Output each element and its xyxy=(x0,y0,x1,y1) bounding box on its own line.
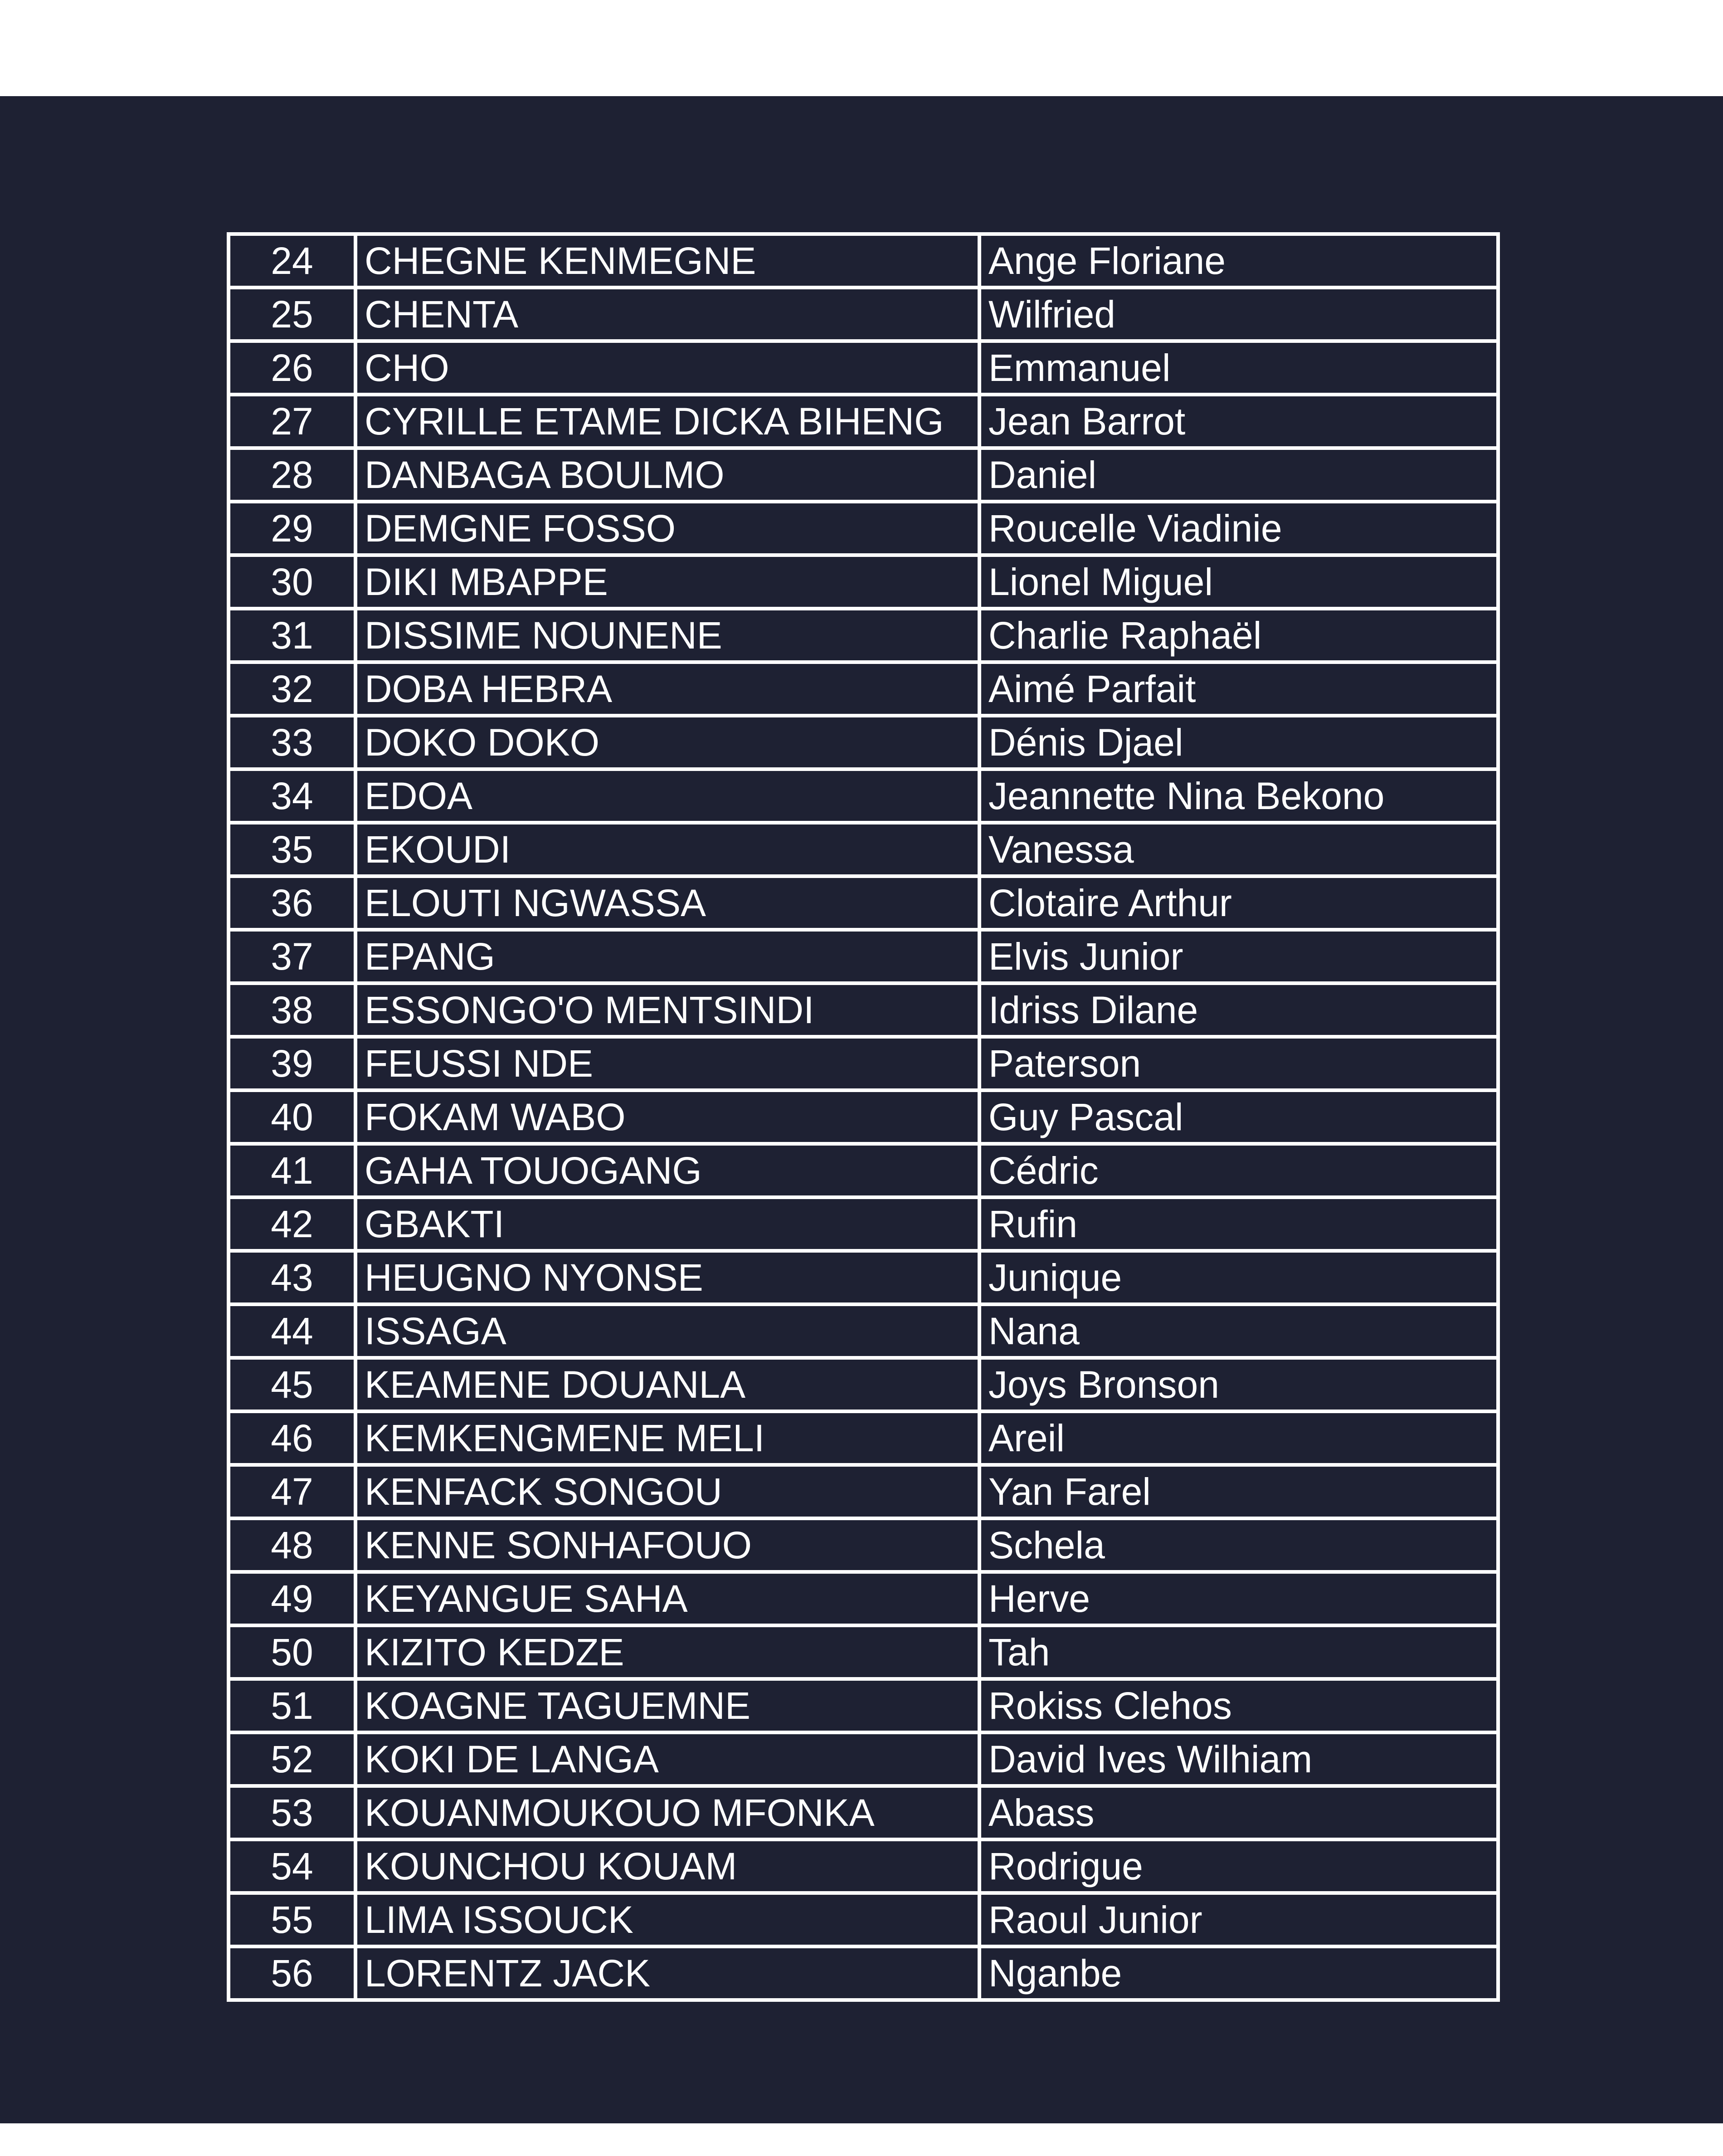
last-name-cell: KEMKENGMENE MELI xyxy=(355,1411,979,1465)
first-name-cell: Joys Bronson xyxy=(979,1358,1498,1411)
last-name-cell: KEAMENE DOUANLA xyxy=(355,1358,979,1411)
row-number: 43 xyxy=(229,1251,355,1304)
first-name-cell: Aimé Parfait xyxy=(979,662,1498,716)
table-row xyxy=(229,1197,1498,1251)
table-row xyxy=(229,502,1498,555)
first-name-cell: Dénis Djael xyxy=(979,716,1498,769)
last-name-cell: CHEGNE KENMEGNE xyxy=(355,234,979,288)
first-name-cell: Lionel Miguel xyxy=(979,555,1498,609)
first-name-cell: Rufin xyxy=(979,1197,1498,1251)
table-row xyxy=(229,1144,1498,1197)
table-row xyxy=(229,555,1498,609)
last-name-cell: DEMGNE FOSSO xyxy=(355,502,979,555)
row-number: 50 xyxy=(229,1625,355,1679)
table-row xyxy=(229,1304,1498,1358)
last-name-cell: ISSAGA xyxy=(355,1304,979,1358)
last-name-cell: ESSONGO'O MENTSINDI xyxy=(355,983,979,1037)
table-row xyxy=(229,1786,1498,1839)
first-name-cell: Rodrigue xyxy=(979,1839,1498,1893)
last-name-cell: DISSIME NOUNENE xyxy=(355,609,979,662)
last-name-cell: FEUSSI NDE xyxy=(355,1037,979,1090)
table-row xyxy=(229,1358,1498,1411)
last-name-cell: EKOUDI xyxy=(355,823,979,876)
row-number: 26 xyxy=(229,341,355,395)
first-name-cell: Daniel xyxy=(979,448,1498,502)
table-row xyxy=(229,930,1498,983)
table-row xyxy=(229,983,1498,1037)
last-name-cell: KOKI DE LANGA xyxy=(355,1732,979,1786)
table-row xyxy=(229,234,1498,288)
first-name-cell: Yan Farel xyxy=(979,1465,1498,1518)
first-name-cell: Roucelle Viadinie xyxy=(979,502,1498,555)
first-name-cell: Areil xyxy=(979,1411,1498,1465)
row-number: 40 xyxy=(229,1090,355,1144)
table-row xyxy=(229,1732,1498,1786)
last-name-cell: KEYANGUE SAHA xyxy=(355,1572,979,1625)
row-number: 32 xyxy=(229,662,355,716)
row-number: 29 xyxy=(229,502,355,555)
last-name-cell: HEUGNO NYONSE xyxy=(355,1251,979,1304)
table-row xyxy=(229,1625,1498,1679)
first-name-cell: Nana xyxy=(979,1304,1498,1358)
first-name-cell: Emmanuel xyxy=(979,341,1498,395)
last-name-cell: KIZITO KEDZE xyxy=(355,1625,979,1679)
last-name-cell: EPANG xyxy=(355,930,979,983)
table-row xyxy=(229,609,1498,662)
roster-table xyxy=(227,232,1500,2002)
row-number: 39 xyxy=(229,1037,355,1090)
row-number: 45 xyxy=(229,1358,355,1411)
table-row xyxy=(229,1037,1498,1090)
table-row xyxy=(229,662,1498,716)
last-name-cell: GBAKTI xyxy=(355,1197,979,1251)
first-name-cell: Charlie Raphaël xyxy=(979,609,1498,662)
last-name-cell: DOKO DOKO xyxy=(355,716,979,769)
row-number: 44 xyxy=(229,1304,355,1358)
first-name-cell: David Ives Wilhiam xyxy=(979,1732,1498,1786)
first-name-cell: Junique xyxy=(979,1251,1498,1304)
row-number: 35 xyxy=(229,823,355,876)
table-row xyxy=(229,1518,1498,1572)
row-number: 34 xyxy=(229,769,355,823)
first-name-cell: Idriss Dilane xyxy=(979,983,1498,1037)
last-name-cell: CHENTA xyxy=(355,288,979,341)
table-row xyxy=(229,341,1498,395)
first-name-cell: Vanessa xyxy=(979,823,1498,876)
table-row xyxy=(229,1839,1498,1893)
last-name-cell: DANBAGA BOULMO xyxy=(355,448,979,502)
row-number: 53 xyxy=(229,1786,355,1839)
table-row xyxy=(229,716,1498,769)
row-number: 48 xyxy=(229,1518,355,1572)
first-name-cell: Raoul Junior xyxy=(979,1893,1498,1946)
table-row xyxy=(229,1090,1498,1144)
table-row xyxy=(229,288,1498,341)
last-name-cell: KOAGNE TAGUEMNE xyxy=(355,1679,979,1732)
first-name-cell: Paterson xyxy=(979,1037,1498,1090)
first-name-cell: Cédric xyxy=(979,1144,1498,1197)
first-name-cell: Wilfried xyxy=(979,288,1498,341)
table-row xyxy=(229,1893,1498,1946)
first-name-cell: Rokiss Clehos xyxy=(979,1679,1498,1732)
row-number: 56 xyxy=(229,1946,355,2000)
first-name-cell: Jean Barrot xyxy=(979,395,1498,448)
table-row xyxy=(229,769,1498,823)
last-name-cell: DIKI MBAPPE xyxy=(355,555,979,609)
first-name-cell: Herve xyxy=(979,1572,1498,1625)
first-name-cell: Schela xyxy=(979,1518,1498,1572)
last-name-cell: DOBA HEBRA xyxy=(355,662,979,716)
table-row xyxy=(229,823,1498,876)
table-row xyxy=(229,1251,1498,1304)
row-number: 54 xyxy=(229,1839,355,1893)
row-number: 47 xyxy=(229,1465,355,1518)
roster-body xyxy=(229,234,1498,2000)
row-number: 49 xyxy=(229,1572,355,1625)
row-number: 46 xyxy=(229,1411,355,1465)
row-number: 31 xyxy=(229,609,355,662)
first-name-cell: Elvis Junior xyxy=(979,930,1498,983)
row-number: 28 xyxy=(229,448,355,502)
first-name-cell: Clotaire Arthur xyxy=(979,876,1498,930)
row-number: 52 xyxy=(229,1732,355,1786)
last-name-cell: LIMA ISSOUCK xyxy=(355,1893,979,1946)
row-number: 51 xyxy=(229,1679,355,1732)
last-name-cell: CHO xyxy=(355,341,979,395)
first-name-cell: Jeannette Nina Bekono xyxy=(979,769,1498,823)
table-row xyxy=(229,1411,1498,1465)
last-name-cell: FOKAM WABO xyxy=(355,1090,979,1144)
first-name-cell: Abass xyxy=(979,1786,1498,1839)
row-number: 55 xyxy=(229,1893,355,1946)
first-name-cell: Tah xyxy=(979,1625,1498,1679)
last-name-cell: KOUNCHOU KOUAM xyxy=(355,1839,979,1893)
table-row xyxy=(229,1946,1498,2000)
last-name-cell: LORENTZ JACK xyxy=(355,1946,979,2000)
last-name-cell: ELOUTI NGWASSA xyxy=(355,876,979,930)
table-row xyxy=(229,1679,1498,1732)
last-name-cell: KENFACK SONGOU xyxy=(355,1465,979,1518)
row-number: 25 xyxy=(229,288,355,341)
last-name-cell: GAHA TOUOGANG xyxy=(355,1144,979,1197)
row-number: 27 xyxy=(229,395,355,448)
row-number: 37 xyxy=(229,930,355,983)
table-row xyxy=(229,876,1498,930)
first-name-cell: Nganbe xyxy=(979,1946,1498,2000)
last-name-cell: CYRILLE ETAME DICKA BIHENG xyxy=(355,395,979,448)
row-number: 30 xyxy=(229,555,355,609)
row-number: 42 xyxy=(229,1197,355,1251)
row-number: 36 xyxy=(229,876,355,930)
last-name-cell: EDOA xyxy=(355,769,979,823)
first-name-cell: Guy Pascal xyxy=(979,1090,1498,1144)
row-number: 24 xyxy=(229,234,355,288)
table-row xyxy=(229,448,1498,502)
table-row xyxy=(229,1572,1498,1625)
table-row xyxy=(229,395,1498,448)
row-number: 33 xyxy=(229,716,355,769)
first-name-cell: Ange Floriane xyxy=(979,234,1498,288)
table-row xyxy=(229,1465,1498,1518)
last-name-cell: KENNE SONHAFOUO xyxy=(355,1518,979,1572)
row-number: 38 xyxy=(229,983,355,1037)
document-panel xyxy=(0,96,1723,2123)
row-number: 41 xyxy=(229,1144,355,1197)
last-name-cell: KOUANMOUKOUO MFONKA xyxy=(355,1786,979,1839)
